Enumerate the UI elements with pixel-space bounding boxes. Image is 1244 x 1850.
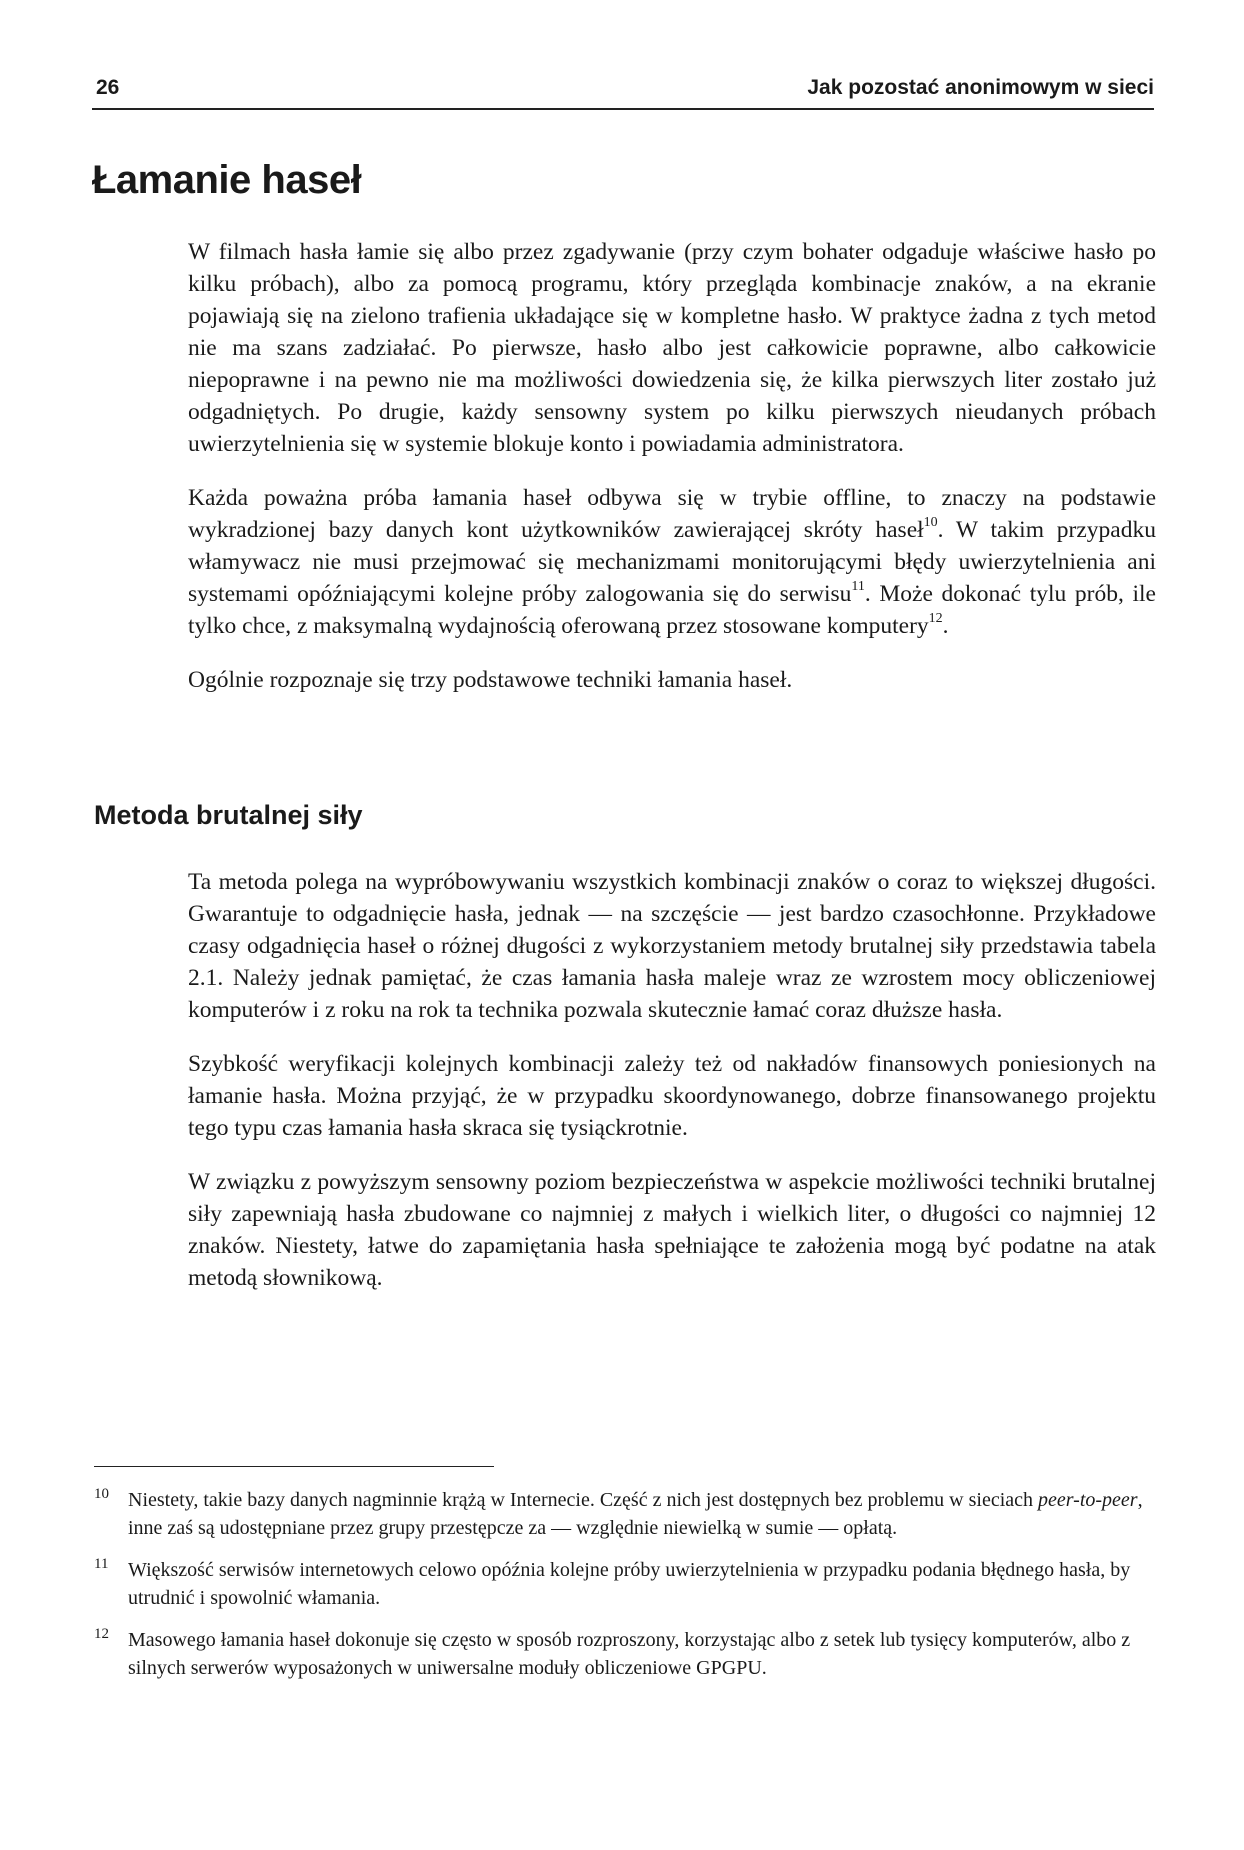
footnote-number: 11 — [94, 1556, 109, 1572]
footnote-text-part: , inne zaś są udostępniane przez grupy przestępcze za — względnie niewielką w sumie — opłatą. — [128, 1489, 1143, 1539]
paragraph: W związku z powyższym sensowny poziom bezpieczeństwa w aspekcie możliwości techniki brutalnej siły zapewniają hasła zbudowane co najmniej z małych i wielkich liter, o długości co najmniej 12 znaków. Niestety, łatwe do zapamiętania hasła spełniające te założenia mogą być podatne na atak metodą słownikową. — [188, 1169, 1156, 1291]
paragraph: Szybkość weryfikacji kolejnych kombinacji zależy też od nakładów finansowych poniesionych na łamanie hasła. Można przyjąć, że w przypadku skoordynowanego, dobrze finansowanego projektu tego typu czas łamania hasła skraca się tysiąckrotnie. — [188, 1051, 1156, 1141]
paragraph — [188, 482, 1156, 642]
footnote-ref[interactable]: 11 — [851, 579, 865, 595]
paragraph — [188, 236, 1156, 460]
footnote-number: 10 — [94, 1486, 109, 1502]
footnote — [92, 1556, 1154, 1612]
footnotes — [92, 1486, 1154, 1696]
footnote-divider — [94, 1466, 494, 1467]
footnote — [92, 1486, 1154, 1542]
paragraph — [188, 664, 1156, 696]
paragraph-text: . — [942, 613, 949, 639]
footnote-text — [128, 1486, 1154, 1542]
paragraph-text: Ogólnie rozpoznaje się trzy podstawowe techniki łamania haseł. — [188, 667, 793, 693]
footnote-text: Masowego łamania haseł dokonuje się często w sposób rozproszony, korzystając albo z setek lub tysięcy komputerów, albo z silnych serwerów wyposażonych w uniwersalne moduły obliczeniowe GPGPU. — [128, 1629, 1131, 1679]
book-title: Jak pozostać anonimowym w sieci — [807, 76, 1154, 99]
footnote-ref[interactable]: 10 — [923, 515, 938, 531]
paragraph-text: Każda poważna próba łamania haseł odbywa się w trybie offline, to znaczy na podstawie wykradzionej bazy danych kont użytkowników zawierającej skróty haseł — [188, 485, 1156, 543]
page-number: 26 — [96, 76, 120, 99]
paragraph-text: . Może dokonać tylu prób, ile tylko chce, z maksymalną wydajnością oferowaną przez stosowane komputery — [188, 581, 1156, 639]
footnote-text: Większość serwisów internetowych celowo opóźnia kolejne próby uwierzytelnienia w przypadku podania błędnego hasła, by utrudnić i spowolnić włamania. — [128, 1559, 1131, 1609]
footnote-number: 12 — [94, 1626, 109, 1642]
footnote-text-part: Niestety, takie bazy danych nagminnie krążą w Internecie. Część z nich jest dostępnych bez problemu w sieciach — [128, 1489, 1039, 1511]
footnote-ref[interactable]: 12 — [928, 611, 943, 627]
section-title: Metoda brutalnej siły — [94, 800, 363, 830]
running-header — [92, 72, 1154, 110]
section-body — [188, 866, 1156, 1316]
footnote-italic-term: peer-to-peer — [1038, 1489, 1138, 1511]
paragraph-text: W filmach hasła łamie się albo przez zgadywanie (przy czym bohater odgaduje właściwe hasło po kilku próbach), albo za pomocą programu, który przegląda kombinacje znaków, a na ekranie pojawiają się na zielono trafienia układające się w kompletne hasło. W praktyce żadna z tych metod nie ma szans zadziałać. Po pierwsze, hasło albo jest całkowicie poprawne, albo całkowicie niepoprawne i na pewno nie ma możliwości dowiedzenia się, że kilka pierwszych liter zostało już odgadniętych. Po drugie, każdy sensowny system po kilku pierwszych nieudanych próbach uwierzytelnienia się w systemie blokuje konto i powiadamia administratora. — [188, 239, 1156, 457]
chapter-title: Łamanie haseł — [92, 158, 362, 202]
paragraph: Ta metoda polega na wypróbowywaniu wszystkich kombinacji znaków o coraz to większej długości. Gwarantuje to odgadnięcie hasła, jednak — na szczęście — jest bardzo czasochłonne. Przykładowe czasy odgadnięcia haseł o różnej długości z wykorzystaniem metody brutalnej siły przedstawia tabela 2.1. Należy jednak pamiętać, że czas łamania hasła maleje wraz ze wzrostem mocy obliczeniowej komputerów i z roku na rok ta technika pozwala skutecznie łamać coraz dłuższe hasła. — [188, 869, 1156, 1023]
chapter-body — [188, 236, 1156, 718]
footnote — [92, 1626, 1154, 1682]
paragraph-text: . W takim przypadku włamywacz nie musi przejmować się mechanizmami monitorującymi błędy uwierzytelnienia ani systemami opóźniającymi kolejne próby zalogowania się do serwisu — [188, 517, 1156, 607]
